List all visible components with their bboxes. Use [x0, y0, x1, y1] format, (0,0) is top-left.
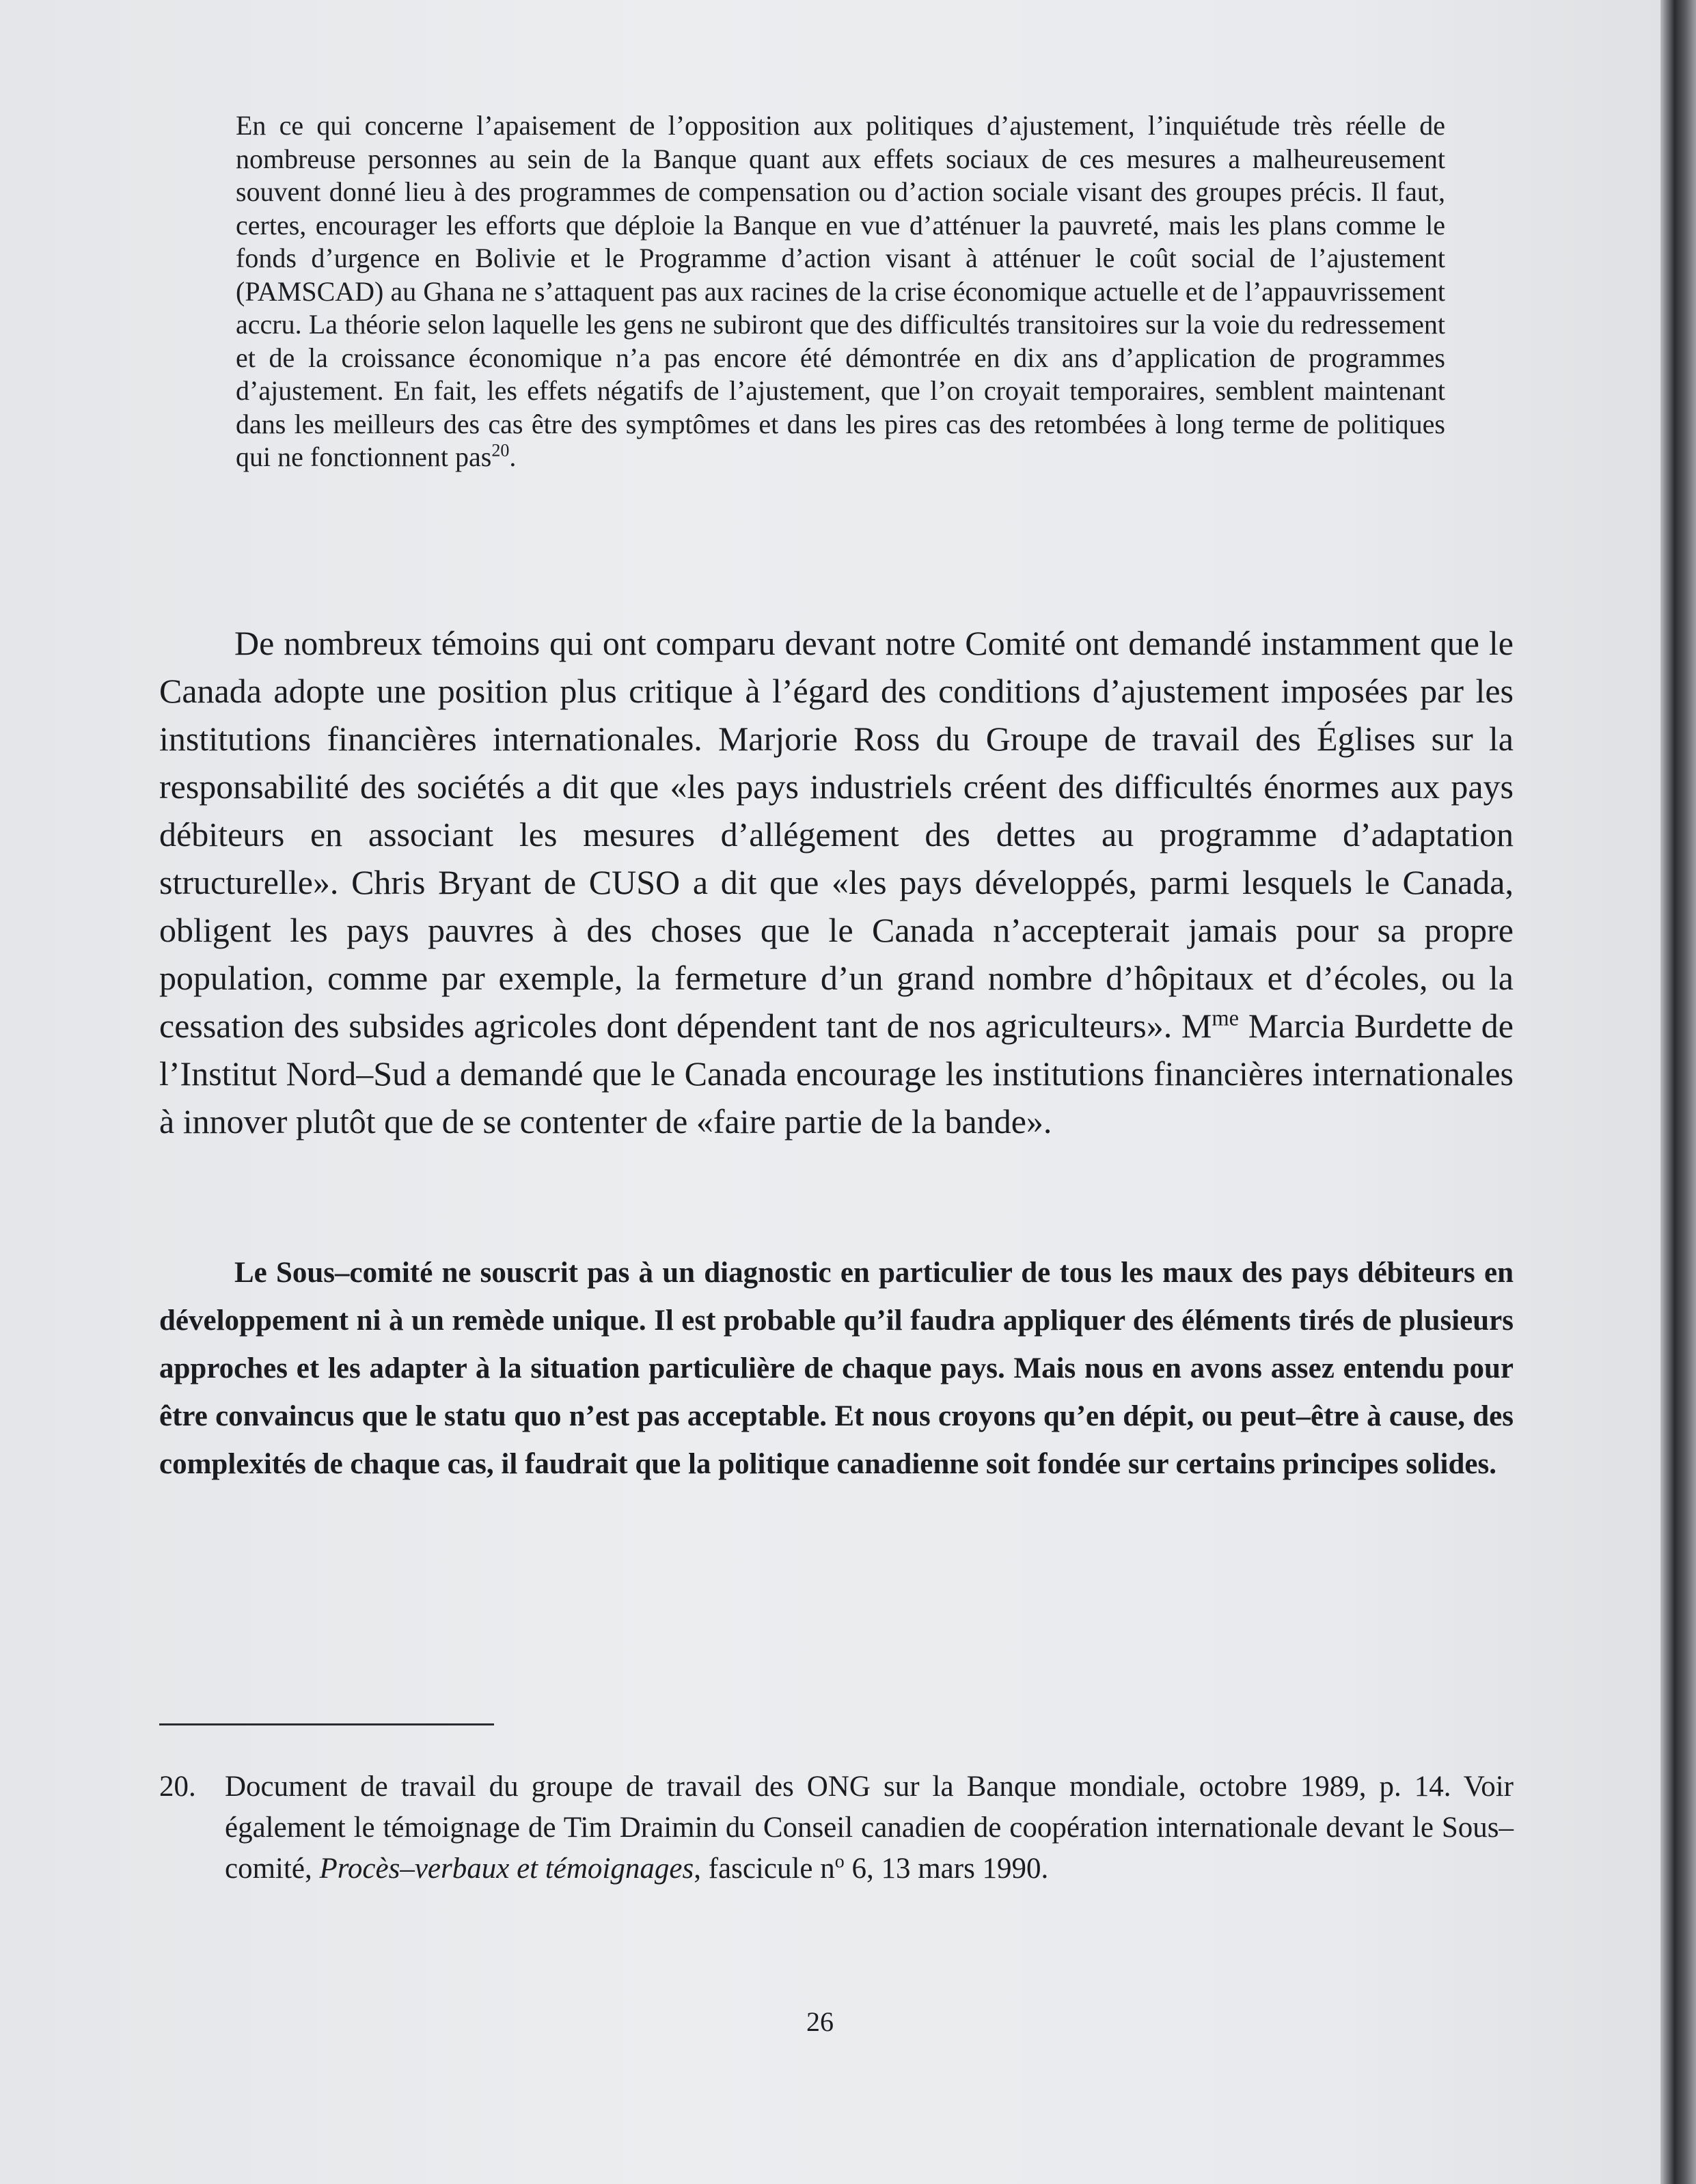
page-number: 26: [806, 2006, 834, 2037]
footnote-divider: [159, 1723, 494, 1725]
footnote-number: 20.: [159, 1771, 196, 1803]
paragraph2-text: Le Sous–comité ne souscrit pas à un diagnostic en particulier de tous les maux des pays débiteurs en développement ni à un remède unique. Il est probable qu’il faudra appliquer des éléments tirés de plusieurs approches et les adapter à la situation particulière de chaque pays. Mais nous en avons assez entendu pour être convaincus que le statu quo n’est pas acceptable. Et nous croyons qu’en dépit, ou peut–être à cause, des complexités de chaque cas, il faudrait que la politique canadienne soit fondée sur certains principes solides.: [159, 1257, 1514, 1480]
footnote-text-c: 6, 13 mars 1990.: [844, 1853, 1049, 1885]
quote-end: .: [509, 441, 517, 472]
body-paragraph-subcommittee: [159, 1249, 1514, 1488]
paragraph1-text-b: Marcia Burdette de l’Institut Nord–Sud a demandé que le Canada encourage les institutions financières internationales à innover plutôt que de se contenter de «faire partie de la bande».: [159, 1007, 1514, 1141]
footnote-reference: 20: [491, 440, 510, 461]
body-paragraph-witnesses: [159, 619, 1514, 1145]
footnote-text-b: , fascicule n: [694, 1853, 835, 1885]
quote-text: En ce qui concerne l’apaisement de l’opposition aux politiques d’ajustement, l’inquiétude très réelle de nombreuse personnes au sein de la Banque quant aux effets sociaux de ces mesures a malheureusement souvent donné lieu à des programmes de compensation ou d’action sociale visant des groupes précis. Il faut, certes, encourager les efforts que déploie la Banque en vue d’atténuer la pauvreté, mais les plans comme le fonds d’urgence en Bolivie et le Programme d’action visant à atténuer le coût social de l’ajustement (PAMSCAD) au Ghana ne s’attaquent pas aux racines de la crise économique actuelle et de l’appauvrissement accru. La théorie selon laquelle les gens ne subiront que des difficultés transitoires sur la voie du redressement et de la croissance économique n’a pas encore été démontrée en dix ans d’application de programmes d’ajustement. En fait, les effets négatifs de l’ajustement, que l’on croyait temporaires, semblent maintenant dans les meilleurs des cas être des symptômes et dans les pires cas des retombées à long terme de politiques qui ne fonctionnent pas: [236, 110, 1445, 472]
binding-edge: [1660, 0, 1696, 2184]
footnote-text: [225, 1766, 1514, 1889]
footnote-text-a: Document de travail du groupe de travail des ONG sur la Banque mondiale, octobre 1989, p. 14. Voir également le témoignage de Tim Draimin du Conseil canadien de coopération internationale devant le Sous–comité,: [225, 1771, 1514, 1885]
footnote-number-sup: o: [834, 1851, 845, 1872]
paragraph1-text-a: De nombreux témoins qui ont comparu devant notre Comité ont demandé instamment que le Canada adopte une position plus critique à l’égard des conditions d’ajustement imposées par les institutions financières internationales. Marjorie Ross du Groupe de travail des Églises sur la responsabilité des sociétés a dit que «les pays industriels créent des difficultés énormes aux pays débiteurs en associant les mesures d’allégement des dettes au programme d’adaptation structurelle». Chris Bryant de CUSO a dit que «les pays développés, parmi lesquels le Canada, obligent les pays pauvres à des choses que le Canada n’accepterait jamais pour sa propre population, comme par exemple, la fermeture d’un grand nombre d’hôpitaux et d’écoles, ou la cessation des subsides agricoles dont dépendent tant de nos agriculteurs». M: [159, 624, 1514, 1045]
title-superscript: me: [1212, 1006, 1240, 1031]
footnote: [159, 1766, 1514, 1889]
block-quote: [236, 109, 1445, 474]
footnote-publication-title: Procès–verbaux et témoignages: [319, 1853, 694, 1885]
